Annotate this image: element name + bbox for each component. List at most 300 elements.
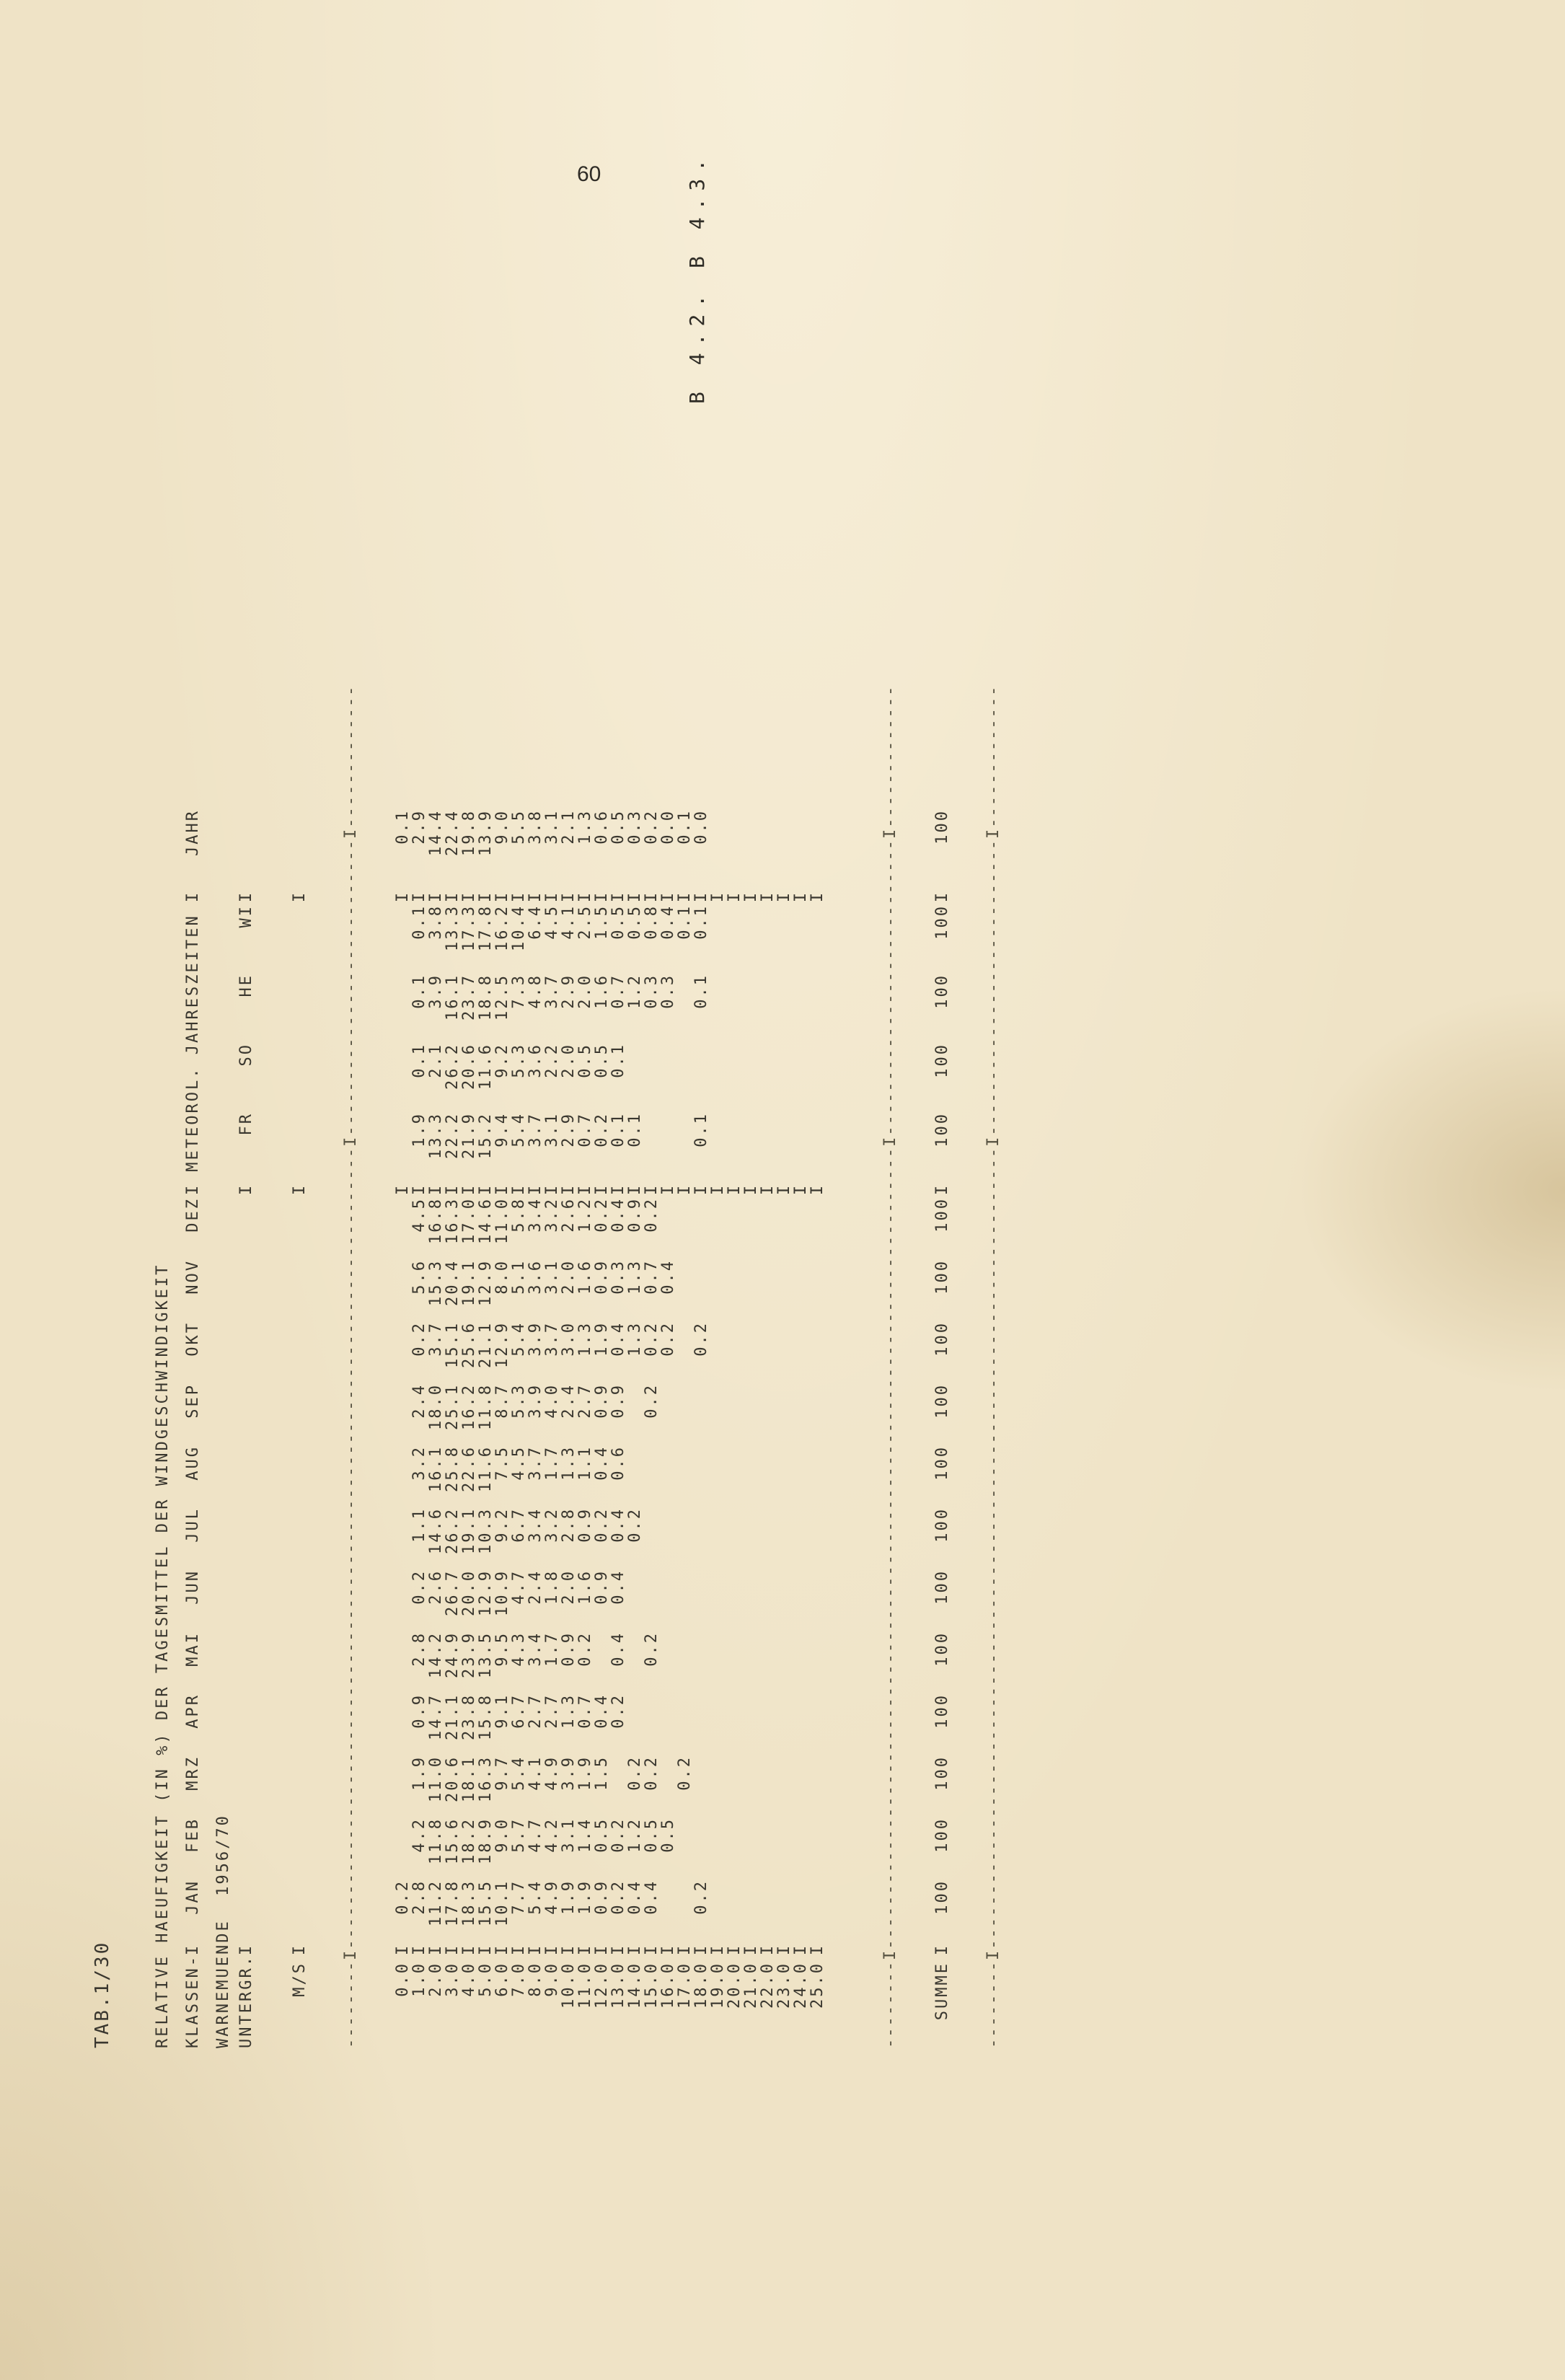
season-value: 11.6	[477, 1043, 495, 1090]
season-value: 0.1	[626, 1112, 644, 1147]
column-separator: I	[792, 1183, 810, 1196]
season-value: 4.5	[543, 904, 561, 940]
table-row	[560, 375, 577, 2048]
table-row	[411, 375, 428, 2048]
sum-month-value: 100	[933, 1259, 951, 1295]
month-value: 18.1	[460, 1755, 478, 1802]
class-header-2: UNTERGR.	[237, 1954, 255, 2048]
table-row	[643, 375, 660, 2048]
table-row	[461, 375, 477, 2048]
season-value: 2.2	[543, 1043, 561, 1078]
season-value: 2.0	[560, 1043, 578, 1078]
month-value: 1.9	[593, 1321, 611, 1357]
column-separator: I	[444, 1183, 462, 1196]
season-value: 20.6	[460, 1043, 478, 1090]
column-separator: I	[643, 1943, 661, 1956]
month-value: 2.0	[560, 1569, 578, 1605]
class-lower-bound: 5.0	[477, 1962, 495, 1997]
season-value: 0.8	[643, 904, 661, 940]
month-value: 0.4	[609, 1569, 627, 1605]
header-divider: --------I-------------------------------------------------------------------------I---------------------------I-------------	[342, 684, 360, 2048]
month-value: 11.0	[427, 1755, 445, 1802]
column-separator: I	[593, 890, 611, 903]
section-references: B 4.2. B 4.3.	[685, 151, 709, 404]
year-value: 9.0	[493, 809, 511, 845]
month-value: 13.5	[477, 1631, 495, 1678]
column-separator: I	[510, 1943, 528, 1956]
month-value: 1.9	[576, 1879, 594, 1915]
month-value: 20.4	[444, 1259, 462, 1306]
month-value: 0.2	[609, 1693, 627, 1729]
month-value: 5.4	[510, 1755, 528, 1791]
class-lower-bound: 15.0	[643, 1962, 661, 2009]
month-value: 7.5	[493, 1445, 511, 1481]
column-separator: I	[626, 1183, 644, 1196]
season-value: 13.3	[444, 904, 462, 951]
season-value: 0.5	[626, 904, 644, 940]
month-value: 0.2	[410, 1321, 428, 1357]
class-lower-bound: 1.0	[410, 1962, 428, 1997]
year-value: 22.4	[444, 809, 462, 856]
month-value: 1.3	[626, 1259, 644, 1295]
column-separator: I	[560, 1183, 578, 1196]
month-value: 3.7	[543, 1321, 561, 1357]
table-id: TAB.1/30	[92, 1940, 113, 2048]
month-value: 2.4	[526, 1569, 545, 1605]
season-header: HE	[237, 974, 255, 997]
class-lower-bound: 10.0	[560, 1962, 578, 2009]
month-value: 9.1	[493, 1693, 511, 1729]
month-value: 12.9	[477, 1259, 495, 1306]
column-separator: I	[427, 1183, 445, 1196]
season-value: 6.4	[526, 904, 545, 940]
sum-season-value: 100	[933, 974, 951, 1009]
month-value: 25.8	[444, 1445, 462, 1492]
month-value: 26.2	[444, 1507, 462, 1554]
month-value: 0.2	[643, 1197, 661, 1233]
month-value: 4.1	[526, 1755, 545, 1791]
month-value: 1.9	[576, 1755, 594, 1791]
class-lower-bound: 19.0	[709, 1962, 727, 2009]
month-value: 0.9	[410, 1693, 428, 1729]
season-value: 0.5	[576, 1043, 594, 1078]
month-value: 1.4	[576, 1817, 594, 1853]
month-value: 9.0	[493, 1817, 511, 1853]
season-value: 13.3	[427, 1112, 445, 1159]
season-value: 0.5	[593, 1043, 611, 1078]
season-value: 2.9	[560, 974, 578, 1009]
column-separator: I	[576, 1183, 594, 1196]
month-value: 9.2	[493, 1507, 511, 1543]
month-value: 1.1	[410, 1507, 428, 1543]
year-value: 0.1	[676, 809, 694, 845]
sum-month-value: 100	[933, 1197, 951, 1233]
month-value: 0.2	[626, 1507, 644, 1543]
sum-divider-bottom: --------I-------------------------------------------------------------------------I---------------------------I-------------	[984, 684, 1002, 2048]
season-value: 0.5	[609, 904, 627, 940]
season-value: 3.7	[543, 974, 561, 1009]
month-value: 3.4	[526, 1197, 545, 1233]
year-value: 0.1	[394, 809, 412, 845]
season-value: 12.5	[493, 974, 511, 1021]
month-value: 0.9	[609, 1383, 627, 1419]
month-value: 5.6	[410, 1259, 428, 1295]
table-row	[511, 375, 527, 2048]
month-value: 4.5	[510, 1445, 528, 1481]
month-value: 5.7	[510, 1817, 528, 1853]
class-lower-bound: 0.0	[394, 1962, 412, 1997]
season-value: 0.7	[609, 974, 627, 1009]
month-value: 4.9	[543, 1755, 561, 1791]
table-row	[627, 375, 643, 2048]
column-separator: I	[643, 890, 661, 903]
table-row	[809, 375, 826, 2048]
month-value: 17.8	[444, 1879, 462, 1926]
class-header-1: KLASSEN-	[183, 1954, 202, 2048]
column-separator: I	[290, 890, 309, 903]
column-separator: I	[676, 1183, 694, 1196]
table-row	[610, 375, 627, 2048]
class-lower-bound: 24.0	[792, 1962, 810, 2009]
season-value: 21.9	[460, 1112, 478, 1159]
month-value: 0.9	[593, 1569, 611, 1605]
sum-month-value: 100	[933, 1817, 951, 1853]
month-value: 23.8	[460, 1693, 478, 1740]
sum-month-value: 100	[933, 1879, 951, 1915]
column-separator: I	[759, 890, 777, 903]
sum-month-value: 100	[933, 1321, 951, 1357]
column-separator: I	[659, 1943, 677, 1956]
month-value: 3.4	[526, 1631, 545, 1667]
month-value: 0.4	[593, 1445, 611, 1481]
year-value: 0.6	[593, 809, 611, 845]
month-value: 16.3	[444, 1197, 462, 1244]
table-station: WARNEMUENDE 1956/70	[214, 1814, 232, 2048]
season-value: 3.9	[427, 974, 445, 1009]
month-value: 9.7	[493, 1755, 511, 1791]
sum-month-value: 100	[933, 1445, 951, 1481]
month-value: 1.3	[560, 1693, 578, 1729]
column-separator: I	[543, 890, 561, 903]
column-separator: I	[460, 890, 478, 903]
month-value: 0.9	[593, 1259, 611, 1295]
month-value: 0.5	[593, 1817, 611, 1853]
month-value: 11.8	[427, 1817, 445, 1864]
month-value: 1.5	[593, 1755, 611, 1791]
season-value: 26.2	[444, 1043, 462, 1090]
season-value: 3.6	[526, 1043, 545, 1078]
column-separator: I	[183, 890, 202, 903]
season-value: 4.8	[526, 974, 545, 1009]
month-value: 3.9	[526, 1321, 545, 1357]
month-value: 26.7	[444, 1569, 462, 1616]
column-separator: I	[659, 1183, 677, 1196]
month-value: 0.9	[576, 1507, 594, 1543]
column-separator: I	[742, 890, 760, 903]
season-value: 15.2	[477, 1112, 495, 1159]
month-value: 20.6	[444, 1755, 462, 1802]
table-title: RELATIVE HAEUFIGKEIT (IN %) DER TAGESMITTEL DER WINDGESCHWINDIGKEIT	[154, 1263, 172, 2048]
month-value: 0.2	[692, 1321, 710, 1357]
column-separator: I	[444, 890, 462, 903]
table-row	[660, 375, 676, 2048]
year-value: 2.9	[410, 809, 428, 845]
year-value: 0.0	[659, 809, 677, 845]
month-value: 20.0	[460, 1569, 478, 1616]
column-separator: I	[576, 1943, 594, 1956]
month-value: 2.8	[410, 1879, 428, 1915]
month-value: 21.1	[444, 1693, 462, 1740]
class-lower-bound: 12.0	[593, 1962, 611, 2009]
column-separator: I	[526, 1943, 545, 1956]
month-header: JAN	[183, 1879, 202, 1915]
month-value: 15.8	[477, 1693, 495, 1740]
season-value: 3.7	[526, 1112, 545, 1147]
column-separator: I	[427, 890, 445, 903]
column-separator: I	[493, 1943, 511, 1956]
year-header: JAHR	[183, 809, 202, 856]
month-header: MAI	[183, 1631, 202, 1667]
month-header: DEZ	[183, 1197, 202, 1233]
month-value: 8.0	[493, 1259, 511, 1295]
season-header: SO	[237, 1043, 255, 1067]
sum-month-value: 100	[933, 1755, 951, 1791]
header-row-1	[184, 375, 201, 2048]
month-value: 0.6	[609, 1445, 627, 1481]
month-value: 10.3	[477, 1507, 495, 1554]
column-separator: I	[609, 890, 627, 903]
month-value: 4.0	[543, 1383, 561, 1419]
column-separator: I	[609, 1943, 627, 1956]
month-value: 0.2	[643, 1383, 661, 1419]
table-row	[676, 375, 693, 2048]
table-row	[428, 375, 444, 2048]
month-value: 15.3	[427, 1259, 445, 1306]
table-row	[743, 375, 759, 2048]
month-header: MRZ	[183, 1755, 202, 1791]
page-number: 60	[577, 162, 601, 186]
month-header: SEP	[183, 1383, 202, 1419]
month-value: 2.6	[427, 1569, 445, 1605]
month-value: 21.1	[477, 1321, 495, 1368]
month-value: 1.1	[576, 1445, 594, 1481]
column-separator: I	[576, 890, 594, 903]
season-value: 0.2	[593, 1112, 611, 1147]
month-value: 0.2	[659, 1321, 677, 1357]
column-separator: I	[742, 1183, 760, 1196]
season-value: 2.5	[576, 904, 594, 940]
column-separator: I	[808, 1943, 826, 1956]
column-separator: I	[692, 890, 710, 903]
season-value: 16.2	[493, 904, 511, 951]
month-value: 2.4	[560, 1383, 578, 1419]
column-separator: I	[237, 1183, 255, 1196]
month-value: 1.3	[560, 1445, 578, 1481]
class-lower-bound: 23.0	[775, 1962, 793, 2009]
table-row	[594, 375, 610, 2048]
column-separator: I	[726, 890, 744, 903]
class-lower-bound: 25.0	[808, 1962, 826, 2009]
month-value: 11.0	[493, 1197, 511, 1244]
column-separator: I	[290, 1183, 309, 1196]
month-header: NOV	[183, 1259, 202, 1295]
month-value: 12.9	[477, 1569, 495, 1616]
year-value: 3.8	[526, 809, 545, 845]
month-value: 25.1	[444, 1383, 462, 1430]
column-separator: I	[626, 1943, 644, 1956]
column-separator: I	[593, 1183, 611, 1196]
month-value: 14.6	[427, 1507, 445, 1554]
month-value: 0.2	[643, 1321, 661, 1357]
month-value: 1.7	[543, 1445, 561, 1481]
header-row-3	[291, 375, 308, 2048]
sum-month-value: 100	[933, 1383, 951, 1419]
month-value: 0.5	[659, 1817, 677, 1853]
month-value: 14.2	[427, 1631, 445, 1678]
season-value: 3.8	[427, 904, 445, 940]
month-value: 4.7	[526, 1817, 545, 1853]
column-separator: I	[394, 1183, 412, 1196]
season-value: 0.7	[576, 1112, 594, 1147]
month-header: JUN	[183, 1569, 202, 1605]
season-value: 0.1	[692, 904, 710, 940]
month-value: 0.2	[626, 1755, 644, 1791]
year-value: 3.1	[543, 809, 561, 845]
month-value: 14.6	[477, 1197, 495, 1244]
month-value: 4.5	[410, 1197, 428, 1233]
month-value: 9.5	[493, 1631, 511, 1667]
table-row	[710, 375, 726, 2048]
month-value: 0.2	[410, 1569, 428, 1605]
month-header: AUG	[183, 1445, 202, 1481]
month-value: 19.1	[460, 1259, 478, 1306]
month-header: JUL	[183, 1507, 202, 1543]
rotated-table-sheet	[54, 375, 1002, 2048]
month-value: 5.1	[510, 1259, 528, 1295]
table-row	[544, 375, 560, 2048]
month-value: 3.1	[560, 1817, 578, 1853]
column-separator: I	[742, 1943, 760, 1956]
month-value: 1.7	[543, 1631, 561, 1667]
table-row	[793, 375, 809, 2048]
month-value: 0.5	[643, 1817, 661, 1853]
column-separator: I	[427, 1943, 445, 1956]
class-lower-bound: 2.0	[427, 1962, 445, 1997]
month-value: 3.2	[543, 1197, 561, 1233]
class-lower-bound: 8.0	[526, 1962, 545, 1997]
month-value: 4.9	[543, 1879, 561, 1915]
season-value: 0.4	[659, 904, 677, 940]
column-separator: I	[676, 890, 694, 903]
column-separator: I	[759, 1943, 777, 1956]
season-value: 16.1	[444, 974, 462, 1021]
column-separator: I	[759, 1183, 777, 1196]
season-value: 4.1	[560, 904, 578, 940]
class-lower-bound: 4.0	[460, 1962, 478, 1997]
column-separator: I	[410, 1183, 428, 1196]
sum-row	[934, 375, 951, 2048]
class-lower-bound: 7.0	[510, 1962, 528, 1997]
column-separator: I	[394, 890, 412, 903]
season-value: 0.1	[609, 1112, 627, 1147]
column-separator: I	[792, 1943, 810, 1956]
month-value: 1.8	[543, 1569, 561, 1605]
season-value: 5.3	[510, 1043, 528, 1078]
class-lower-bound: 13.0	[609, 1962, 627, 2009]
month-value: 0.2	[609, 1817, 627, 1853]
month-value: 11.8	[477, 1383, 495, 1430]
column-separator: I	[477, 1183, 495, 1196]
class-lower-bound: 18.0	[692, 1962, 710, 2009]
month-value: 18.3	[460, 1879, 478, 1926]
column-separator: I	[808, 890, 826, 903]
column-separator: I	[775, 1943, 793, 1956]
season-value: 0.1	[410, 974, 428, 1009]
month-value: 0.2	[643, 1631, 661, 1667]
column-separator: I	[593, 1943, 611, 1956]
column-separator: I	[543, 1943, 561, 1956]
month-value: 2.7	[576, 1383, 594, 1419]
month-value: 0.2	[643, 1755, 661, 1791]
column-separator: I	[477, 890, 495, 903]
season-value: 22.2	[444, 1112, 462, 1159]
month-value: 0.4	[609, 1507, 627, 1543]
column-separator: I	[692, 1943, 710, 1956]
column-separator: I	[933, 1943, 951, 1956]
month-value: 1.3	[626, 1321, 644, 1357]
class-lower-bound: 17.0	[676, 1962, 694, 2009]
season-value: 23.7	[460, 974, 478, 1021]
sum-season-value: 100	[933, 1043, 951, 1078]
column-separator: I	[709, 890, 727, 903]
column-separator: I	[493, 890, 511, 903]
month-value: 3.2	[543, 1507, 561, 1543]
year-value: 13.9	[477, 809, 495, 856]
month-value: 0.4	[609, 1631, 627, 1667]
month-value: 1.6	[576, 1569, 594, 1605]
season-value: 7.3	[510, 974, 528, 1009]
month-value: 1.6	[576, 1259, 594, 1295]
month-value: 0.4	[609, 1197, 627, 1233]
month-value: 0.4	[643, 1879, 661, 1915]
table-body	[394, 375, 826, 2048]
month-value: 2.8	[410, 1631, 428, 1667]
year-value: 14.4	[427, 809, 445, 856]
month-value: 0.9	[560, 1631, 578, 1667]
column-separator: I	[410, 1943, 428, 1956]
season-value: 1.5	[593, 904, 611, 940]
class-lower-bound: 9.0	[543, 1962, 561, 1997]
month-value: 0.3	[609, 1259, 627, 1295]
column-separator: I	[792, 890, 810, 903]
column-separator: I	[775, 1183, 793, 1196]
month-value: 5.4	[526, 1879, 545, 1915]
season-value: 3.1	[543, 1112, 561, 1147]
month-value: 0.2	[593, 1197, 611, 1233]
column-separator: I	[493, 1183, 511, 1196]
column-separator: I	[726, 1943, 744, 1956]
month-header: FEB	[183, 1817, 202, 1853]
month-value: 5.3	[510, 1383, 528, 1419]
season-value: 0.1	[410, 904, 428, 940]
month-value: 0.4	[659, 1259, 677, 1295]
month-value: 0.7	[643, 1259, 661, 1295]
month-value: 2.7	[543, 1693, 561, 1729]
class-lower-bound: 20.0	[726, 1962, 744, 2009]
month-value: 15.1	[444, 1321, 462, 1368]
season-value: 9.2	[493, 1043, 511, 1078]
month-value: 10.9	[493, 1569, 511, 1616]
